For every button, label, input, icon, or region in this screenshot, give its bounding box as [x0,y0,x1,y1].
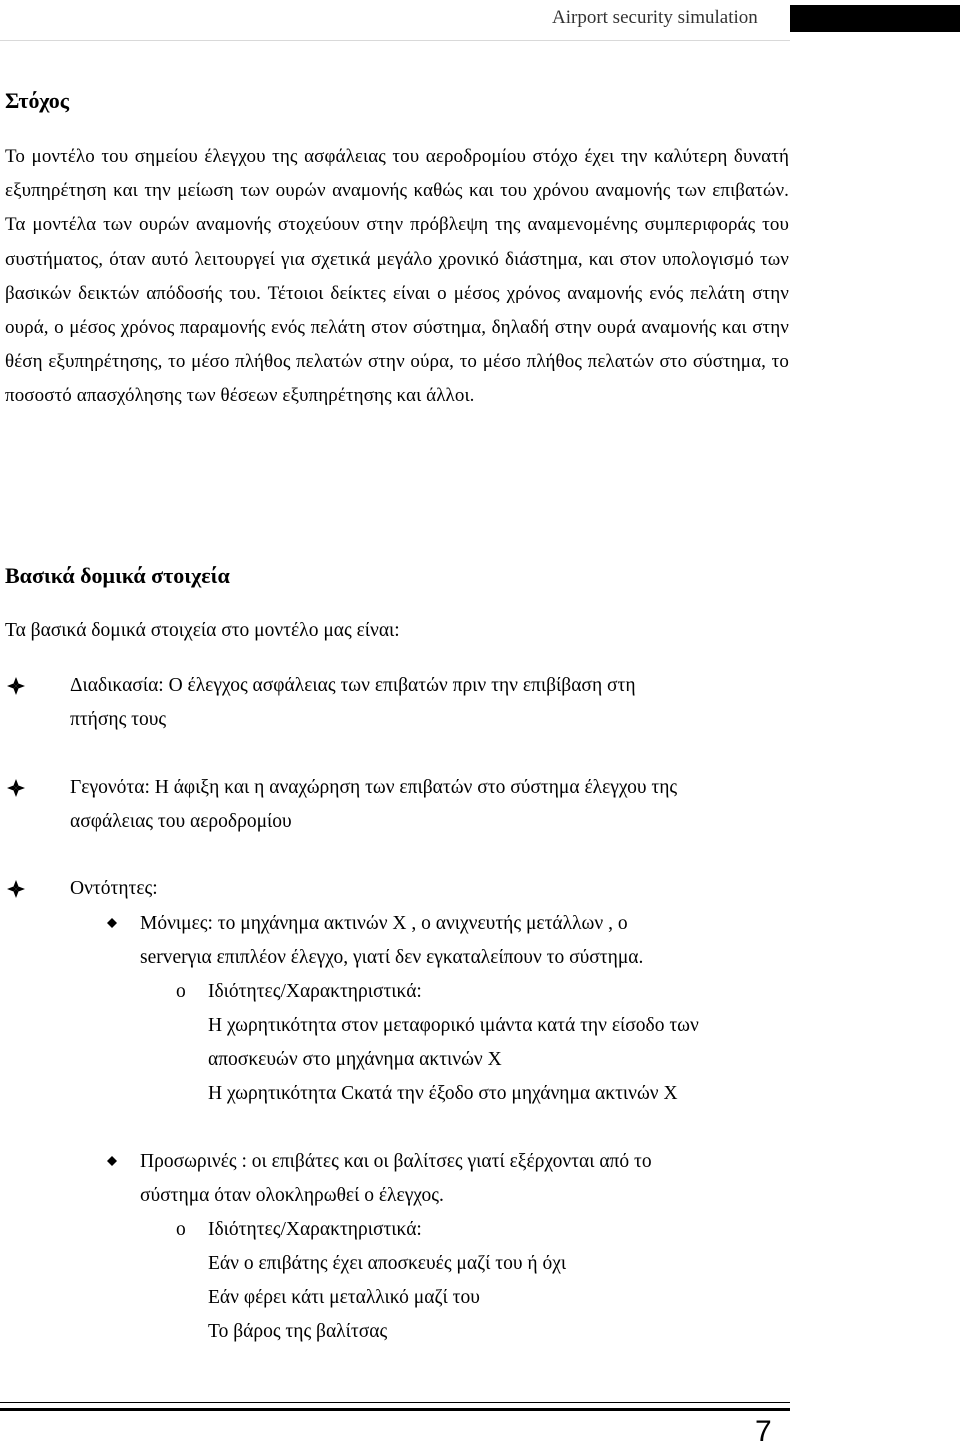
entities-label: Οντότητες: [70,878,158,899]
header-black-block [790,5,960,32]
process-line-1: Διαδικασία: Ο έλεγχος ασφάλειας των επιβατών πριν την επιβίβαση στη [70,675,636,696]
temporary-line-2: σύστημα όταν ολοκληρωθεί ο έλεγχος. [140,1185,444,1206]
events-line-1: Γεγονότα: Η άφιξη και η αναχώρηση των επιβατών στο σύστημα έλεγχου της [70,777,678,798]
diamond-bullet-icon [7,880,25,898]
diamond-bullet-icon [7,779,25,797]
goal-paragraph: Το μοντέλο του σημείου έλεγχου της ασφάλειας του αεροδρομίου στόχο έχει την καλύτερη δυνατή εξυπηρέτηση και την μείωση των ουρών αναμονής καθώς και του χρόνου αναμονής των επιβατών. Τα μοντέλα των ουρών αναμονής στοχεύουν στην πρόβλεψη της αναμενομένης συμπεριφοράς του συστήματος, όταν αυτό λειτουργεί για σχετικά μεγάλο χρονικό διάστημα, και στον υπολογισμό των βασικών δεικτών απόδοσής του. Τέτοιοι δείκτες είναι ο μέσος χρόνος αναμονής ενός πελάτη στην ουρά, ο μέσος χρόνος παραμονής ενός πελάτη στον σύστημα, δηλαδή στην ουρά αναμονής και στην θέση εξυπηρέτησης, το μέσο πλήθος πελατών στην ούρα, το μέσο πλήθος πελατών στο σύστημα, το ποσοστό απασχόλησης των θέσεων εξυπηρέτησης και άλλοι. [5,146,789,407]
footer-divider-thick [0,1408,790,1411]
permanent-line-1: Μόνιμες: το μηχάνημα ακτινών Χ , ο ανιχνευτής μετάλλων , ο [140,913,628,934]
permanent-props-marker: o [176,981,186,1002]
temporary-props-marker: o [176,1219,186,1240]
page-number: 7 [755,1415,772,1448]
temporary-line-1: Προσωρινές : οι επιβάτες και οι βαλίτσες γιατί εξέρχονται από το [140,1151,652,1172]
process-line-2: πτήσης τους [70,709,167,730]
footer-divider-thin [0,1402,790,1403]
permanent-prop-1: Η χωρητικότητα στον μεταφορικό ιμάντα κατά την είσοδο των [208,1015,699,1036]
diamond-bullet-icon [7,677,25,695]
permanent-prop-3: Η χωρητικότητα Cκατά την έξοδο στο μηχάνημα ακτινών Χ [208,1083,678,1104]
temporary-props-label: Ιδιότητες/Χαρακτηριστικά: [208,1219,422,1240]
temporary-prop-3: Το βάρος της βαλίτσας [208,1321,388,1342]
header-divider [0,40,790,41]
events-line-2: ασφάλειας του αεροδρομίου [70,811,292,832]
section-heading-building-blocks: Βασικά δομικά στοιχεία [5,563,230,588]
small-diamond-bullet-icon [107,1156,117,1166]
permanent-props-label: Ιδιότητες/Χαρακτηριστικά: [208,981,422,1002]
temporary-prop-2: Εάν φέρει κάτι μεταλλικό μαζί του [208,1287,480,1308]
small-diamond-bullet-icon [107,918,117,928]
section-heading-goal: Στόχος [5,88,70,113]
building-blocks-intro: Τα βασικά δομικά στοιχεία στο μοντέλο μας είναι: [5,620,400,641]
permanent-line-2: serverγια επιπλέον έλεγχο, γιατί δεν εγκαταλείπουν το σύστημα. [140,947,644,968]
temporary-prop-1: Εάν ο επιβάτης έχει αποσκευές μαζί του ή όχι [208,1253,567,1274]
running-header-title: Airport security simulation [552,7,758,28]
permanent-prop-2: αποσκευών στο μηχάνημα ακτινών Χ [208,1049,502,1070]
